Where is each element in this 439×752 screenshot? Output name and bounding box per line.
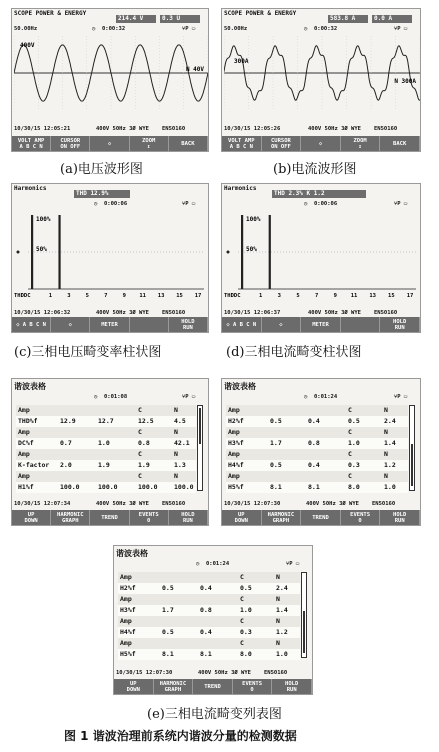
table-row [226,427,408,438]
standard-label: EN50160 [372,501,396,507]
row-label: H2%f [120,584,136,592]
table-cell: 12.5 [138,417,154,425]
table-row [118,638,300,649]
harmonic-graph-key[interactable]: HARMONIC GRAPH [154,679,194,694]
timestamp: 10/30/15 12:07:30 [116,670,173,676]
events-key[interactable]: EVENTS 0 [130,510,169,525]
system-config: 400V 50Hz 3Ø WYE [308,126,361,132]
caption-c: (c)三相电压畸变率柱状图 [14,345,162,360]
hold-run-key[interactable]: HOLD RUN [380,317,420,332]
table-cell: C [240,617,244,625]
x-tick-label: 15 [176,293,183,299]
status-icons: ⑂P ▭ [394,26,408,32]
table-cell: 0.5 [348,417,360,425]
scrollbar-thumb[interactable] [411,444,413,486]
zoom-key[interactable]: ZOOM ↕ [341,136,381,151]
move-key[interactable]: ◇ [51,317,90,332]
table-cell: N [276,639,280,647]
timestamp: 10/30/15 12:06:32 [14,310,71,316]
table-cell: 4.5 [174,417,186,425]
table-cell: 1.0 [348,439,360,447]
volt-amp-key[interactable]: VOLT AMP A B C N [222,136,262,151]
clock-icon: ◷ [196,561,200,567]
phase-select-key[interactable]: ◇ A B C N [222,317,262,332]
elapsed-time: 0:00:32 [102,26,126,32]
bar-THDDC [31,215,33,289]
scrollbar-thumb[interactable] [199,408,201,444]
table-cell: C [240,573,244,581]
status-icons: ⑂P ▭ [182,394,196,400]
table-row [226,416,408,427]
x-tick-label: 9 [122,293,126,299]
row-label: H5%f [120,650,136,658]
row-label: Amp [228,428,240,436]
reading-box-1: 214.4 V [116,15,156,23]
timestamp: 10/30/15 12:07:34 [14,501,71,507]
standard-label: EN50160 [162,501,186,507]
thd-reading-box: THD 12.9% [74,190,130,198]
clock-icon: ◷ [304,201,308,207]
up-down-key[interactable]: UP DOWN [114,679,154,694]
table-row [16,405,196,416]
table-row [118,649,300,660]
zoom-key[interactable]: ZOOM ↕ [130,136,169,151]
system-config: 400V 50Hz 3Ø WYE [306,501,359,507]
timestamp: 10/30/15 12:05:26 [224,126,281,132]
table-cell: 0.8 [308,439,320,447]
trend-key[interactable]: TREND [193,679,233,694]
events-key[interactable]: EVENTS 0 [341,510,381,525]
table-cell: 0.3 [240,628,252,636]
row-label: H3%f [120,606,136,614]
trend-key[interactable]: TREND [90,510,129,525]
up-down-key[interactable]: UP DOWN [12,510,51,525]
softkey-bar [12,136,208,151]
y-tick-100: 100% [246,216,261,223]
thd-reading-box: THD 2.3% K 1.2 [272,190,366,198]
table-cell: 0.8 [200,606,212,614]
table-cell: 2.4 [276,584,288,592]
table-scrollbar[interactable] [301,572,307,658]
elapsed-time: 0:00:06 [314,201,338,207]
table-cell: 12.7 [98,417,114,425]
table-cell: N [174,428,178,436]
table-cell: 100.0 [174,483,194,491]
table-row [16,427,196,438]
row-label: Amp [120,639,132,647]
table-cell: 1.7 [162,606,174,614]
table-cell: N [174,450,178,458]
table-cell: N [384,472,388,480]
elapsed-time: 0:01:08 [104,394,128,400]
table-cell: 8.1 [200,650,212,658]
table-row [16,471,196,482]
table-cell: C [138,406,142,414]
standard-label: EN50160 [162,310,186,316]
table-cell: N [276,617,280,625]
x-tick-label: 9 [333,293,337,299]
table-cell: C [348,450,352,458]
table-cell: 0.4 [308,461,320,469]
clock-icon: ◷ [94,201,98,207]
x-tick-label: 17 [406,293,414,299]
table-row [118,616,300,627]
y-scale-label: 300A [234,58,249,65]
table-cell: 8.0 [240,650,252,658]
table-cell: 1.3 [174,461,186,469]
bar-chart-svg [14,211,208,299]
bar-1 [58,215,60,289]
table-row [16,460,196,471]
table-cell: 100.0 [98,483,118,491]
table-cell: 1.2 [384,461,396,469]
table-cell: N [384,450,388,458]
clock-icon: ◷ [92,26,96,32]
x-tick-label: 13 [157,293,165,299]
timestamp: 10/30/15 12:06:37 [224,310,281,316]
status-icons: ⑂P ▭ [182,26,196,32]
row-label: Amp [228,472,240,480]
row-label: H5%f [228,483,244,491]
timestamp: 10/30/15 12:05:21 [14,126,71,132]
status-icons: ⑂P ▭ [182,201,196,207]
table-row [118,583,300,594]
screen-title: SCOPE POWER & ENERGY [14,10,87,17]
x-tick-label: 3 [67,293,71,299]
row-label: H2%f [228,417,244,425]
x-tick-label: 3 [277,293,281,299]
harmonic-table-screen-3 [113,545,313,695]
table-row [16,416,196,427]
move-key[interactable]: ◇ [301,136,341,151]
elapsed-time: 0:00:32 [314,26,338,32]
table-cell: 0.7 [60,439,72,447]
row-label: DC%f [18,439,34,447]
table-cell: C [240,639,244,647]
harmonic-table [118,570,300,660]
caption-b: (b)电流波形图 [273,162,357,177]
table-scrollbar[interactable] [409,405,415,491]
x-tick-label: 11 [350,293,358,299]
table-row [16,438,196,449]
blank-key[interactable] [130,317,169,332]
table-cell: 2.0 [60,461,72,469]
move-key[interactable]: ◇ [262,317,302,332]
table-cell: N [384,406,388,414]
blank-key[interactable] [341,317,381,332]
table-cell: 0.8 [138,439,150,447]
softkey-bar [114,679,312,694]
softkey-bar [222,510,420,525]
x-tick-label: 1 [48,293,53,299]
table-title: 谐波表格 [14,382,46,391]
table-cell: N [384,428,388,436]
softkey-bar [222,136,420,151]
standard-label: EN50160 [374,126,398,132]
harmonic-table [16,403,196,493]
status-icons: ⑂P ▭ [394,394,408,400]
reading-box-2: 0.3 U [160,15,200,23]
row-label: Amp [228,450,240,458]
table-row [226,438,408,449]
cursor-readout: N 40V [185,66,204,73]
harmonic-table [226,403,408,493]
reading-box-1: 583.8 A [328,15,368,23]
table-cell: 100.0 [60,483,80,491]
harmonics-screen-voltage [11,183,209,333]
voltage-waveform-plot [14,36,208,110]
standard-label: EN50160 [374,310,398,316]
caption-e: (e)三相电流畸变列表图 [147,707,282,722]
table-scrollbar[interactable] [197,405,203,491]
table-cell: 100.0 [138,483,158,491]
row-label: Amp [120,617,132,625]
events-key[interactable]: EVENTS 0 [233,679,273,694]
meter-key[interactable]: METER [301,317,341,332]
table-cell: 0.4 [200,584,212,592]
table-cell: 2.4 [384,417,396,425]
table-cell: C [240,595,244,603]
current-harmonics-bar-chart [224,211,420,299]
row-label: Amp [120,573,132,581]
table-cell: 0.5 [162,584,174,592]
row-label: H4%f [120,628,136,636]
volt-amp-key[interactable]: VOLT AMP A B C N [12,136,51,151]
system-config: 400V 50Hz 3Ø WYE [198,670,251,676]
x-tick-label: 5 [296,293,300,299]
x-tick-label: THDDC [14,293,31,299]
table-cell: C [138,472,142,480]
cursor-key[interactable]: CURSOR ON OFF [51,136,90,151]
table-row [16,482,196,493]
table-cell: 0.5 [270,461,282,469]
cursor-key[interactable]: CURSOR ON OFF [262,136,302,151]
harmonic-graph-key[interactable]: HARMONIC GRAPH [51,510,90,525]
table-cell: N [276,595,280,603]
harmonic-graph-key[interactable]: HARMONIC GRAPH [262,510,302,525]
table-cell: 8.1 [270,483,282,491]
table-row [118,572,300,583]
clock-icon: ◷ [94,394,98,400]
table-cell: 1.9 [98,461,110,469]
table-row [226,482,408,493]
row-label: Amp [120,595,132,603]
table-cell: 0.5 [162,628,174,636]
x-tick-label: 5 [85,293,89,299]
softkey-bar [222,317,420,332]
table-title: 谐波表格 [116,549,148,558]
elapsed-time: 0:01:24 [314,394,338,400]
cursor-dot [17,251,20,254]
cursor-readout: N 300A [394,78,416,85]
phase-select-key[interactable]: ◇ A B C N [12,317,51,332]
voltage-waveform-svg [14,36,208,110]
table-row [226,471,408,482]
table-cell: 1.0 [384,483,396,491]
table-cell: 1.0 [276,650,288,658]
table-cell: 42.1 [174,439,190,447]
system-config: 400V 50Hz 3Ø WYE [308,310,361,316]
row-label: Amp [18,406,30,414]
x-tick-label: 13 [369,293,376,299]
row-label: THD%f [18,417,38,425]
table-cell: 8.0 [348,483,360,491]
row-label: Amp [18,450,30,458]
timestamp: 10/30/15 12:07:30 [224,501,281,507]
x-tick-label: THDDC [224,293,241,299]
hold-run-key[interactable]: HOLD RUN [380,510,420,525]
move-key[interactable]: ◇ [90,136,129,151]
table-cell: 12.9 [60,417,76,425]
row-label: Amp [18,472,30,480]
caption-a: (a)电压波形图 [60,162,143,177]
table-cell: 1.0 [98,439,110,447]
table-row [118,594,300,605]
table-row [118,627,300,638]
voltage-harmonics-bar-chart [14,211,208,299]
frequency-readout: 50.00Hz [224,26,248,32]
system-config: 400V 50Hz 3Ø WYE [96,310,149,316]
screen-title: Harmonics [14,185,47,192]
table-cell: C [348,472,352,480]
table-cell: 0.3 [348,461,360,469]
bar-1 [269,215,271,289]
table-cell: 8.1 [308,483,320,491]
table-cell: 1.7 [270,439,282,447]
row-label: K-factor [18,461,50,469]
standard-label: EN50160 [264,670,288,676]
hold-run-key[interactable]: HOLD RUN [272,679,312,694]
up-down-key[interactable]: UP DOWN [222,510,262,525]
row-label: H4%f [228,461,244,469]
scrollbar-thumb[interactable] [303,611,305,653]
x-tick-label: 7 [104,293,108,299]
status-icons: ⑂P ▭ [394,201,408,207]
scope-screen-current [221,8,421,152]
system-config: 400V 50Hz 3Ø WYE [96,501,149,507]
table-cell: 1.9 [138,461,150,469]
row-label: Amp [228,406,240,414]
table-cell: 8.1 [162,650,174,658]
x-tick-label: 17 [194,293,202,299]
trend-key[interactable]: TREND [301,510,341,525]
elapsed-time: 0:00:06 [104,201,128,207]
table-cell: 0.4 [308,417,320,425]
table-cell: 1.0 [240,606,252,614]
y-scale-label: 400V [20,42,35,49]
frequency-readout: 50.00Hz [14,26,38,32]
softkey-bar [12,510,208,525]
harmonics-screen-current [221,183,421,333]
x-tick-label: 11 [139,293,146,299]
reading-box-2: 0.0 A [372,15,412,23]
table-cell: C [348,406,352,414]
table-cell: 0.5 [240,584,252,592]
back-key[interactable]: BACK [169,136,208,151]
clock-icon: ◷ [304,394,308,400]
table-cell: 0.5 [270,417,282,425]
table-cell: N [174,472,178,480]
table-row [226,405,408,416]
system-config: 400V 50Hz 3Ø WYE [96,126,149,132]
table-cell: N [174,406,178,414]
table-cell: C [348,428,352,436]
x-tick-label: 1 [259,293,263,299]
screen-title: Harmonics [224,185,257,192]
figure-caption: 图 1 谐波治理前系统内谐波分量的检测数据 [64,729,297,743]
elapsed-time: 0:01:24 [206,561,230,567]
meter-key[interactable]: METER [90,317,129,332]
back-key[interactable]: BACK [380,136,420,151]
table-cell: C [138,428,142,436]
table-row [226,460,408,471]
table-cell: 0.4 [200,628,212,636]
x-tick-label: 7 [315,293,319,299]
table-row [226,449,408,460]
y-tick-50: 50% [36,246,47,253]
table-cell: 1.2 [276,628,288,636]
hold-run-key[interactable]: HOLD RUN [169,317,208,332]
table-row [118,605,300,616]
bar-THDDC [241,215,243,289]
screen-title: SCOPE POWER & ENERGY [224,10,297,17]
row-label: Amp [18,428,30,436]
bar-chart-svg [224,211,420,299]
hold-run-key[interactable]: HOLD RUN [169,510,208,525]
y-tick-100: 100% [36,216,51,223]
clock-icon: ◷ [304,26,308,32]
standard-label: EN50160 [162,126,186,132]
status-icons: ⑂P ▭ [286,561,300,567]
table-row [16,449,196,460]
table-cell: 1.4 [384,439,396,447]
row-label: H1%f [18,483,34,491]
table-cell: C [138,450,142,458]
table-cell: N [276,573,280,581]
cursor-dot [227,251,230,254]
harmonic-table-screen-1 [11,378,209,526]
softkey-bar [12,317,208,332]
current-waveform-svg [224,36,420,110]
x-tick-label: 15 [388,293,395,299]
row-label: H3%f [228,439,244,447]
caption-d: (d)三相电流畸变柱状图 [226,345,362,360]
table-cell: 1.4 [276,606,288,614]
y-tick-50: 50% [246,246,257,253]
scope-screen-voltage [11,8,209,152]
table-title: 谐波表格 [224,382,256,391]
current-waveform-plot [224,36,420,110]
harmonic-table-screen-2 [221,378,421,526]
